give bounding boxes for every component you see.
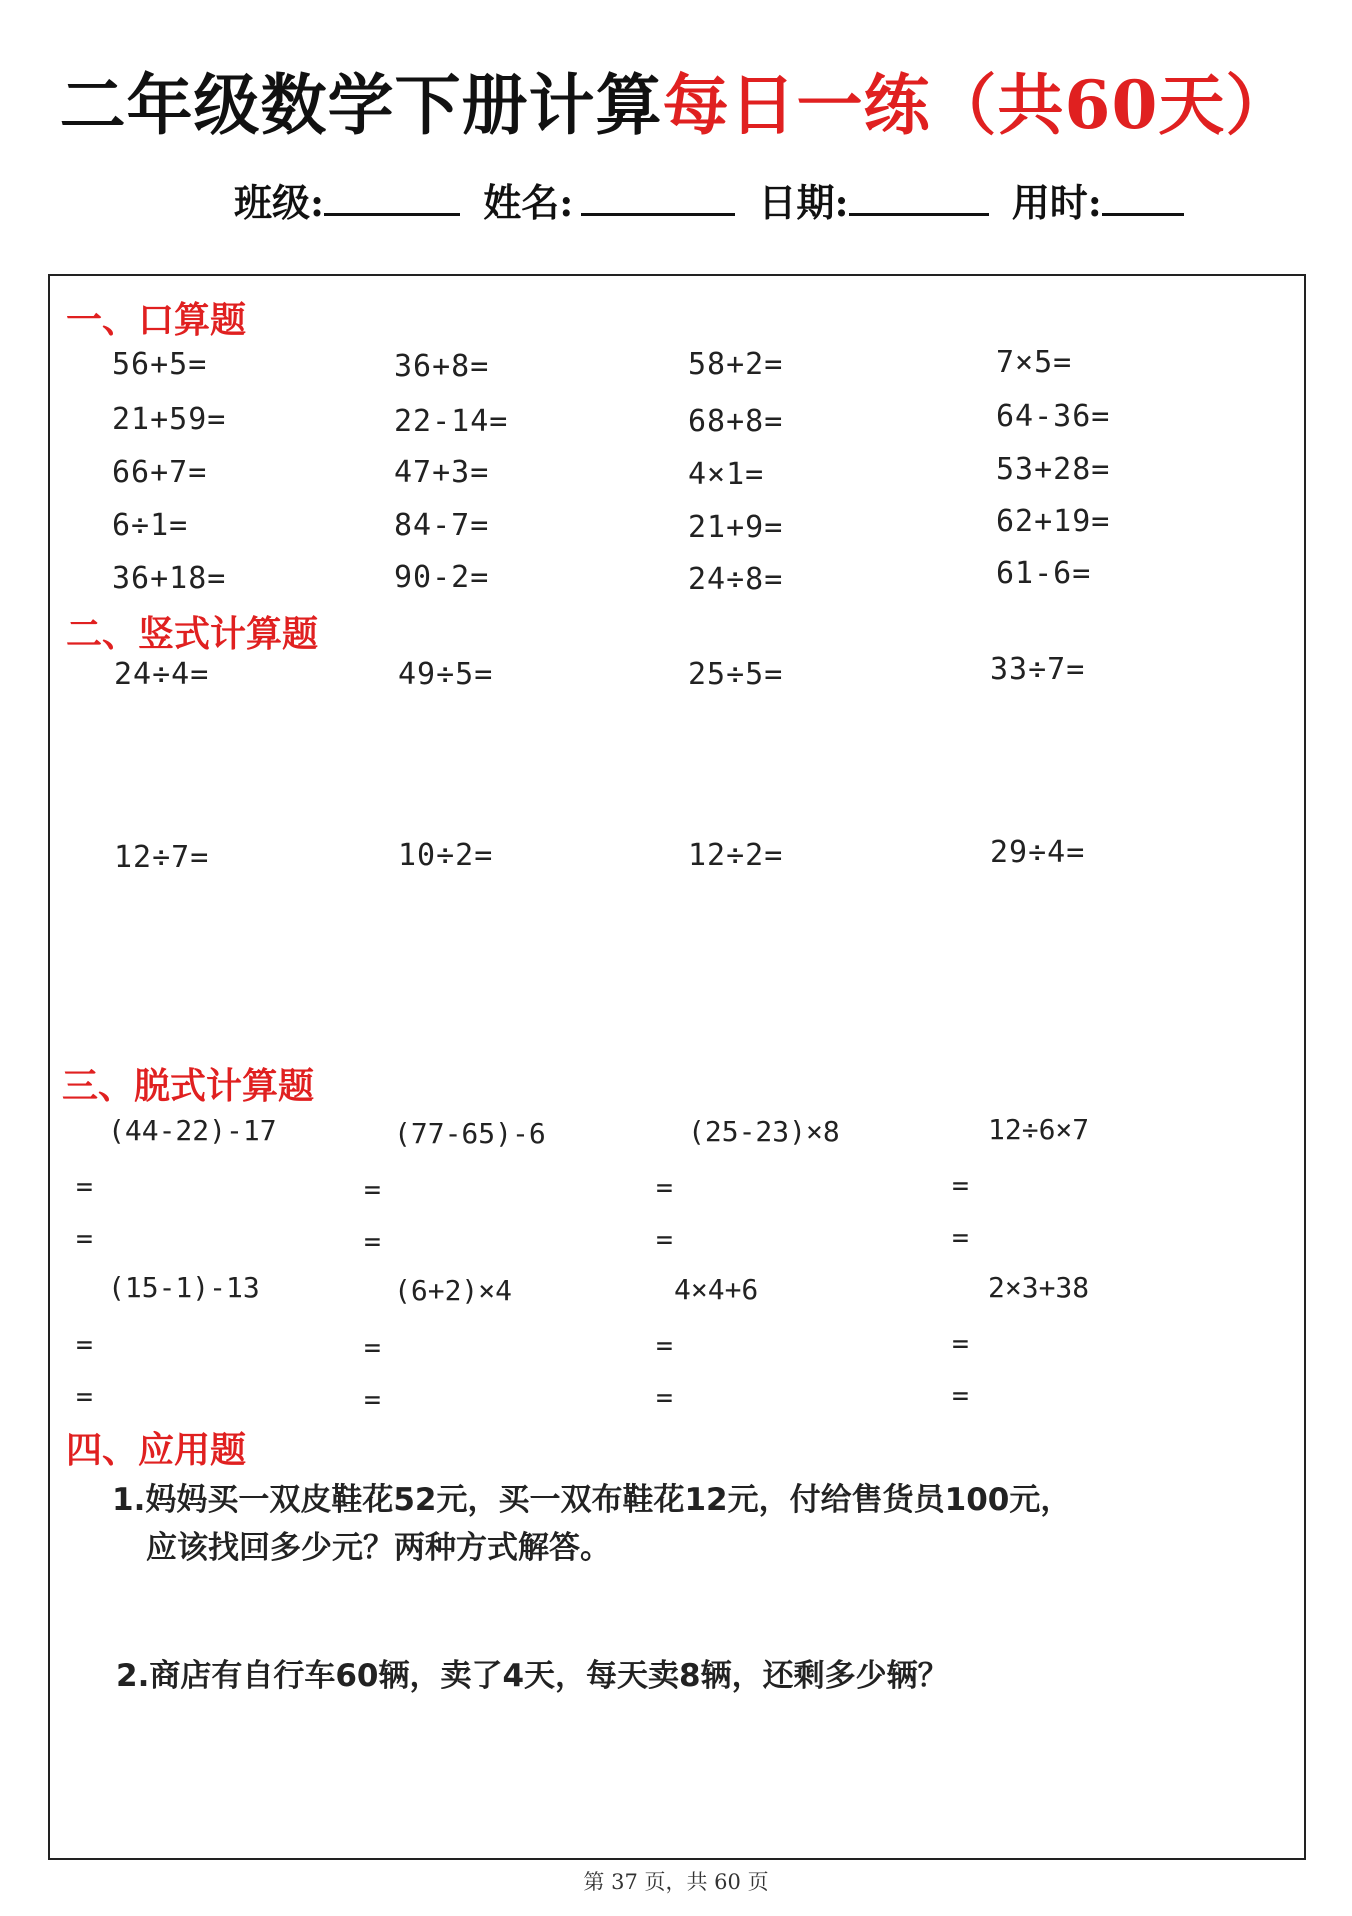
oral-problem: 24÷8= [688,562,784,597]
oral-problem: 36+8= [394,349,490,384]
vertical-problem: 33÷7= [990,652,1086,687]
equals-sign: = [76,1328,93,1361]
equals-sign: = [952,1379,969,1412]
equals-sign: = [364,1173,381,1206]
equals-sign: = [952,1327,969,1360]
equals-sign: = [656,1223,673,1256]
date-blank[interactable] [849,179,989,216]
oral-problem: 66+7= [112,455,208,490]
class-blank[interactable] [324,179,460,216]
equals-sign: = [76,1170,93,1203]
oral-problem: 6÷1= [112,508,189,543]
page-footer: 第 37 页，共 60 页 [583,1870,769,1894]
title-black: 二年级数学下册计算 [59,66,663,144]
vertical-problem: 49÷5= [398,657,494,692]
vertical-problem: 29÷4= [990,835,1086,870]
equals-sign: = [952,1221,969,1254]
equals-sign: = [76,1380,93,1413]
stepwise-expression: (44-22)-17 [108,1114,277,1147]
vertical-problem: 25÷5= [688,657,784,692]
stepwise-expression: (25-23)×8 [688,1115,840,1148]
name-label: 姓名: [483,180,574,225]
class-label: 班级: [234,180,325,225]
vertical-problem: 12÷2= [688,838,784,873]
oral-problem: 7×5= [996,345,1073,380]
word-problem-1-continued: 应该找回多少元？两种方式解答。 [146,1530,611,1566]
section-stepwise-heading: 三、脱式计算题 [62,1065,315,1107]
time-label: 用时: [1011,180,1102,225]
stepwise-expression: (6+2)×4 [394,1274,513,1307]
oral-problem: 58+2= [688,347,784,382]
title-red: 每日一练（共60天） [662,66,1293,144]
oral-problem: 62+19= [996,504,1111,539]
stepwise-expression: 12÷6×7 [988,1113,1090,1146]
stepwise-expression: 4×4+6 [674,1273,759,1306]
oral-problem: 68+8= [688,404,784,439]
equals-sign: = [364,1383,381,1416]
section-vertical-heading: 二、竖式计算题 [66,613,319,655]
word-problem-1: 1.妈妈买一双皮鞋花52元，买一双布鞋花12元，付给售货员100元， [112,1482,1072,1518]
student-info-line [234,172,1194,227]
section-word-problems-heading: 四、应用题 [66,1429,247,1471]
time-blank[interactable] [1102,179,1184,216]
oral-problem: 21+59= [112,402,227,437]
vertical-problem: 10÷2= [398,838,494,873]
name-blank[interactable] [581,179,735,216]
oral-problem: 84-7= [394,508,490,543]
oral-problem: 64-36= [996,399,1111,434]
oral-problem: 4×1= [688,457,765,492]
oral-problem: 36+18= [112,561,227,596]
equals-sign: = [364,1225,381,1258]
date-label: 日期: [758,180,849,225]
equals-sign: = [656,1329,673,1362]
equals-sign: = [656,1381,673,1414]
vertical-problem: 24÷4= [114,657,210,692]
stepwise-expression: (77-65)-6 [394,1117,546,1150]
vertical-problem: 12÷7= [114,840,210,875]
equals-sign: = [952,1169,969,1202]
equals-sign: = [364,1331,381,1364]
oral-problem: 47+3= [394,455,490,490]
oral-problem: 56+5= [112,347,208,382]
equals-sign: = [76,1222,93,1255]
oral-problem: 21+9= [688,510,784,545]
stepwise-expression: (15-1)-13 [108,1271,260,1304]
oral-problem: 22-14= [394,404,509,439]
page-title [0,52,1352,147]
section-oral-heading: 一、口算题 [66,299,247,341]
oral-problem: 61-6= [996,556,1092,591]
oral-problem: 90-2= [394,560,490,595]
oral-problem: 53+28= [996,452,1111,487]
stepwise-expression: 2×3+38 [988,1271,1090,1304]
equals-sign: = [656,1171,673,1204]
word-problem-2: 2.商店有自行车60辆，卖了4天，每天卖8辆，还剩多少辆？ [116,1658,949,1694]
